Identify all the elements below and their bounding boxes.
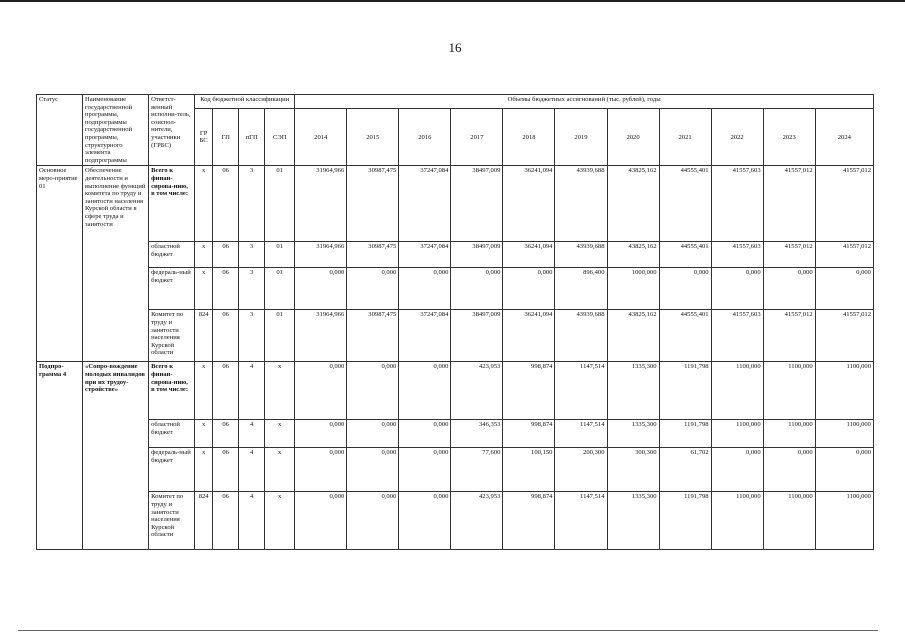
header-row-top (37, 95, 874, 109)
row-executor: федераль-ный бюджет (149, 268, 195, 310)
table-row (37, 420, 874, 448)
row-value: 0,000 (295, 492, 347, 550)
header-year: 2017 (451, 109, 503, 166)
row-code: 06 (213, 242, 239, 268)
header-year: 2019 (555, 109, 607, 166)
row-value: 896,400 (555, 268, 607, 310)
row-value: 1100,000 (711, 492, 763, 550)
row-value: 44555,401 (659, 166, 711, 242)
row-value: 0,000 (711, 448, 763, 492)
row-value: 37247,084 (399, 166, 451, 242)
row-executor: областной бюджет (149, 242, 195, 268)
table-row (37, 492, 874, 550)
row-value: 41557,012 (763, 166, 815, 242)
row-value: 38497,009 (451, 310, 503, 362)
row-value: 0,000 (399, 492, 451, 550)
row-code: 06 (213, 310, 239, 362)
row-name: «Сопро-вождение молодых инвалидов при их трудоу-стройстве» (83, 362, 149, 550)
row-value: 200,300 (555, 448, 607, 492)
row-value: 36241,094 (503, 310, 555, 362)
header-year: 2018 (503, 109, 555, 166)
header-code-col: СЭП (265, 109, 295, 166)
row-value: 0,000 (399, 268, 451, 310)
table-row (37, 242, 874, 268)
row-status: Основное меро-приятие 01 (37, 166, 83, 362)
row-value: 0,000 (295, 420, 347, 448)
row-value: 0,000 (451, 268, 503, 310)
row-executor: Всего к финан-сирова-нию, в том числе: (149, 362, 195, 420)
row-value: 38497,009 (451, 166, 503, 242)
row-executor: Всего к финан-сирова-нию, в том числе: (149, 166, 195, 242)
header-name: Наименование государственной программы, подпрограммы государственной программы, структурного элемента подпрограммы (83, 95, 149, 166)
row-value: 43825,162 (607, 166, 659, 242)
row-value: 37247,084 (399, 310, 451, 362)
row-code: 01 (265, 242, 295, 268)
row-code: 4 (239, 448, 265, 492)
row-code: 3 (239, 166, 265, 242)
budget-table (36, 94, 874, 550)
row-value: 36241,094 (503, 166, 555, 242)
header-executor: Ответст-венный исполни-тель, соиспол-нители, участники (ГРБС) (149, 95, 195, 166)
table-row (37, 310, 874, 362)
header-year: 2022 (711, 109, 763, 166)
row-value: 1335,300 (607, 362, 659, 420)
row-value: 37247,084 (399, 242, 451, 268)
row-value: 41557,012 (815, 166, 873, 242)
row-code: х (265, 362, 295, 420)
row-value: 36241,094 (503, 242, 555, 268)
row-value: 31964,966 (295, 310, 347, 362)
row-code: 06 (213, 492, 239, 550)
header-year: 2014 (295, 109, 347, 166)
top-border (0, 0, 905, 2)
row-value: 44555,401 (659, 242, 711, 268)
table-row (37, 448, 874, 492)
row-code: 06 (213, 448, 239, 492)
row-code: х (265, 420, 295, 448)
row-value: 44555,401 (659, 310, 711, 362)
row-value: 998,874 (503, 420, 555, 448)
row-value: 30987,475 (347, 166, 399, 242)
header-year: 2023 (763, 109, 815, 166)
row-value: 0,000 (399, 420, 451, 448)
page-number: 16 (448, 40, 462, 55)
row-value: 1100,000 (763, 420, 815, 448)
row-code: 01 (265, 166, 295, 242)
header-year: 2020 (607, 109, 659, 166)
row-value: 0,000 (347, 448, 399, 492)
row-code: 06 (213, 420, 239, 448)
row-value: 0,000 (659, 268, 711, 310)
row-code: х (195, 268, 213, 310)
header-volume: Объемы бюджетных ассигнований (тыс. рублей), годы (295, 95, 874, 109)
row-status: Подпро-грамма 4 (37, 362, 83, 550)
table-row (37, 268, 874, 310)
row-value: 1100,000 (815, 492, 873, 550)
row-value: 61,702 (659, 448, 711, 492)
header-year: 2015 (347, 109, 399, 166)
row-value: 43939,688 (555, 166, 607, 242)
row-value: 998,874 (503, 362, 555, 420)
row-value: 38497,009 (451, 242, 503, 268)
row-value: 1100,000 (815, 362, 873, 420)
header-year: 2016 (399, 109, 451, 166)
row-value: 0,000 (399, 448, 451, 492)
row-value: 31964,966 (295, 242, 347, 268)
row-value: 43825,162 (607, 242, 659, 268)
row-value: 0,000 (815, 268, 873, 310)
row-value: 0,000 (711, 268, 763, 310)
row-value: 998,874 (503, 492, 555, 550)
row-value: 423,953 (451, 492, 503, 550)
row-value: 0,000 (347, 492, 399, 550)
header-code-col: ГП (213, 109, 239, 166)
row-value: 30987,475 (347, 242, 399, 268)
row-executor: Комитет по труду и занятости населения Курской области (149, 310, 195, 362)
row-code: 4 (239, 420, 265, 448)
bottom-border (18, 630, 878, 631)
row-code: х (265, 448, 295, 492)
row-code: х (195, 242, 213, 268)
row-value: 0,000 (763, 448, 815, 492)
header-year: 2021 (659, 109, 711, 166)
row-code: х (195, 420, 213, 448)
header-code: Код бюджетной классификации (195, 95, 295, 109)
row-value: 346,353 (451, 420, 503, 448)
row-value: 0,000 (347, 420, 399, 448)
row-code: 01 (265, 310, 295, 362)
row-value: 43939,688 (555, 242, 607, 268)
row-value: 41557,012 (763, 242, 815, 268)
row-executor: Комитет по труду и занятости населения Курской области (149, 492, 195, 550)
row-value: 1191,798 (659, 492, 711, 550)
row-value: 43939,688 (555, 310, 607, 362)
row-value: 1147,514 (555, 492, 607, 550)
row-executor: федераль-ный бюджет (149, 448, 195, 492)
row-value: 0,000 (347, 268, 399, 310)
table-row (37, 362, 874, 420)
row-value: 77,600 (451, 448, 503, 492)
row-code: 3 (239, 242, 265, 268)
row-name: Обеспечение деятельности и выполнение функций комитета по труду и занятости населения Курской области в сфере труда и занятости (83, 166, 149, 362)
row-value: 0,000 (399, 362, 451, 420)
row-code: 4 (239, 492, 265, 550)
row-code: х (195, 362, 213, 420)
row-value: 1335,300 (607, 420, 659, 448)
row-code: 824 (195, 492, 213, 550)
row-value: 1335,300 (607, 492, 659, 550)
row-value: 1000,000 (607, 268, 659, 310)
row-executor: областной бюджет (149, 420, 195, 448)
row-value: 1100,000 (763, 492, 815, 550)
row-code: 3 (239, 310, 265, 362)
row-value: 41557,603 (711, 242, 763, 268)
row-code: 06 (213, 166, 239, 242)
row-value: 423,953 (451, 362, 503, 420)
row-value: 1100,000 (815, 420, 873, 448)
row-value: 41557,012 (815, 242, 873, 268)
row-value: 0,000 (763, 268, 815, 310)
row-value: 1147,514 (555, 362, 607, 420)
row-value: 1100,000 (711, 362, 763, 420)
row-value: 300,300 (607, 448, 659, 492)
row-value: 0,000 (503, 268, 555, 310)
row-value: 43825,162 (607, 310, 659, 362)
row-value: 1191,798 (659, 362, 711, 420)
row-value: 41557,603 (711, 310, 763, 362)
row-code: 01 (265, 268, 295, 310)
row-value: 41557,012 (763, 310, 815, 362)
row-code: 3 (239, 268, 265, 310)
row-value: 0,000 (347, 362, 399, 420)
row-value: 1147,514 (555, 420, 607, 448)
row-code: х (265, 492, 295, 550)
row-code: 4 (239, 362, 265, 420)
row-value: 41557,603 (711, 166, 763, 242)
row-value: 41557,012 (815, 310, 873, 362)
row-value: 30987,475 (347, 310, 399, 362)
row-code: х (195, 166, 213, 242)
header-year: 2024 (815, 109, 873, 166)
header-code-col: пГП (239, 109, 265, 166)
row-value: 100,150 (503, 448, 555, 492)
table-row (37, 166, 874, 242)
row-value: 0,000 (295, 448, 347, 492)
row-code: 06 (213, 362, 239, 420)
row-code: х (195, 448, 213, 492)
row-value: 0,000 (295, 362, 347, 420)
header-code-col: ГР БС (195, 109, 213, 166)
row-value: 31964,966 (295, 166, 347, 242)
row-code: 06 (213, 268, 239, 310)
row-value: 0,000 (815, 448, 873, 492)
row-value: 1100,000 (711, 420, 763, 448)
row-code: 824 (195, 310, 213, 362)
row-value: 1191,798 (659, 420, 711, 448)
row-value: 0,000 (295, 268, 347, 310)
header-status: Статус (37, 95, 83, 166)
row-value: 1100,000 (763, 362, 815, 420)
